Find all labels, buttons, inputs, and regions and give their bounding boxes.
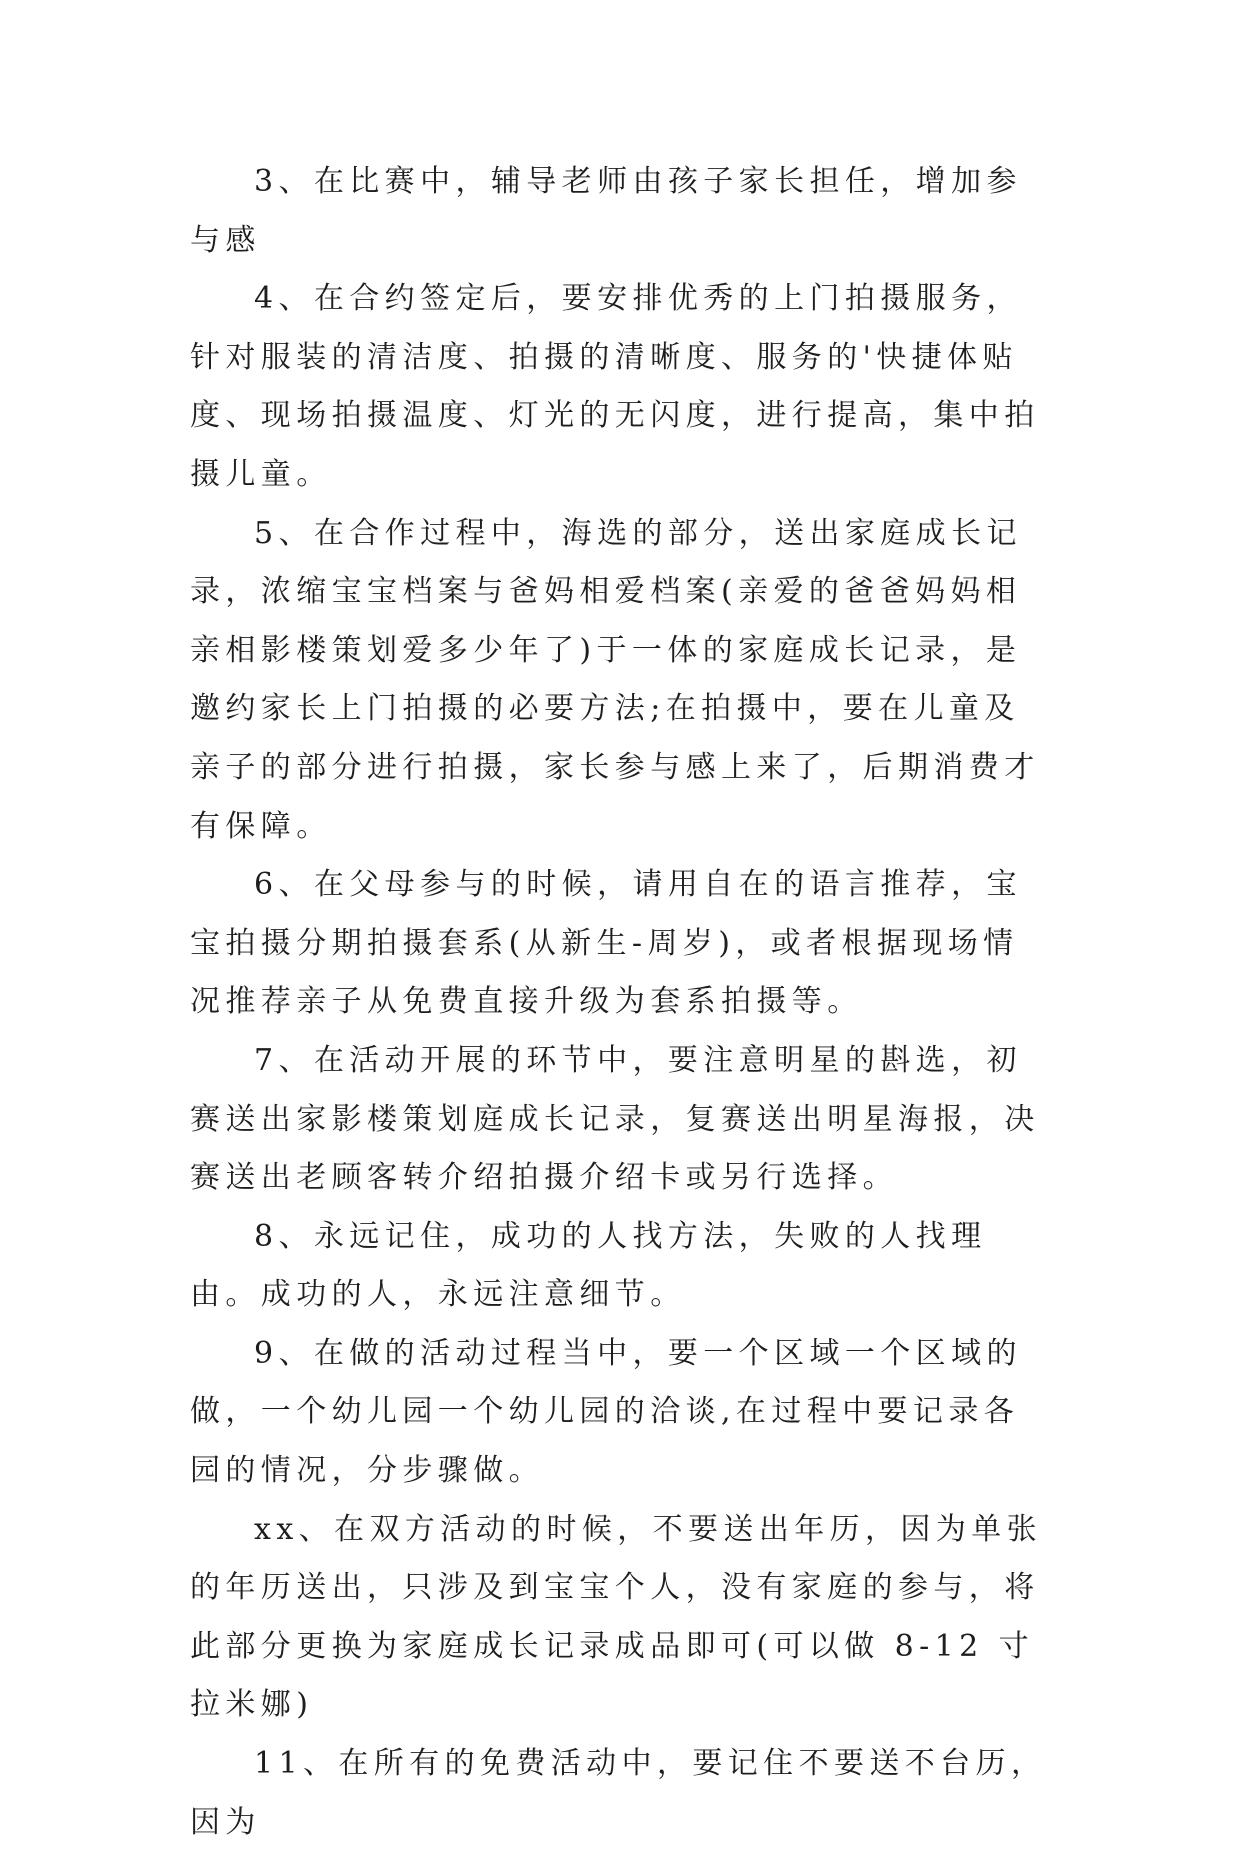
paragraph-10: xx、在双方活动的时候，不要送出年历，因为单张的年历送出，只涉及到宝宝个人，没有家庭的参与，将此部分更换为家庭成长记录成品即可(可以做 8-12 寸拉米娜) bbox=[190, 1511, 1043, 1723]
paragraph-6: 6、在父母参与的时候，请用自在的语言推荐，宝宝拍摄分期拍摄套系(从新生-周岁)，或者根据现场情况推荐亲子从免费直接升级为套系拍摄等。 bbox=[190, 867, 1022, 1020]
paragraph-3: 3、在比赛中，辅导老师由孩子家长担任，增加参与感 bbox=[190, 164, 1022, 258]
paragraph-8: 8、永远记住，成功的人找方法，失败的人找理由。成功的人，永远注意细节。 bbox=[190, 1218, 987, 1313]
paragraph-11: 11、在所有的免费活动中，要记住不要送不台历，因为 bbox=[190, 1746, 1047, 1840]
paragraph-9: 9、在做的活动过程当中，要一个区域一个区域的做，一个幼儿园一个幼儿园的洽谈,在过程中要记录各园的情况，分步骤做。 bbox=[190, 1335, 1022, 1489]
paragraph-7: 7、在活动开展的环节中，要注意明星的斟选，初赛送出家影楼策划庭成长记录，复赛送出明星海报，决赛送出老顾客转介绍拍摄介绍卡或另行选择。 bbox=[190, 1042, 1040, 1196]
paragraph-5: 5、在合作过程中，海选的部分，送出家庭成长记录，浓缩宝宝档案与爸妈相爱档案(亲爱的爸爸妈妈相亲相影楼策划爱多少年了)于一体的家庭成长记录，是邀约家长上门拍摄的必要方法;在拍摄中，要在儿童及亲子的部分进行拍摄，家长参与感上来了，后期消费才有保障。 bbox=[190, 515, 1040, 844]
document-body bbox=[190, 153, 1050, 1852]
paragraph-4: 4、在合约签定后，要安排优秀的上门拍摄服务，针对服装的清洁度、拍摄的清晰度、服务的'快捷体贴度、现场拍摄温度、灯光的无闪度，进行提高，集中拍摄儿童。 bbox=[190, 281, 1040, 492]
